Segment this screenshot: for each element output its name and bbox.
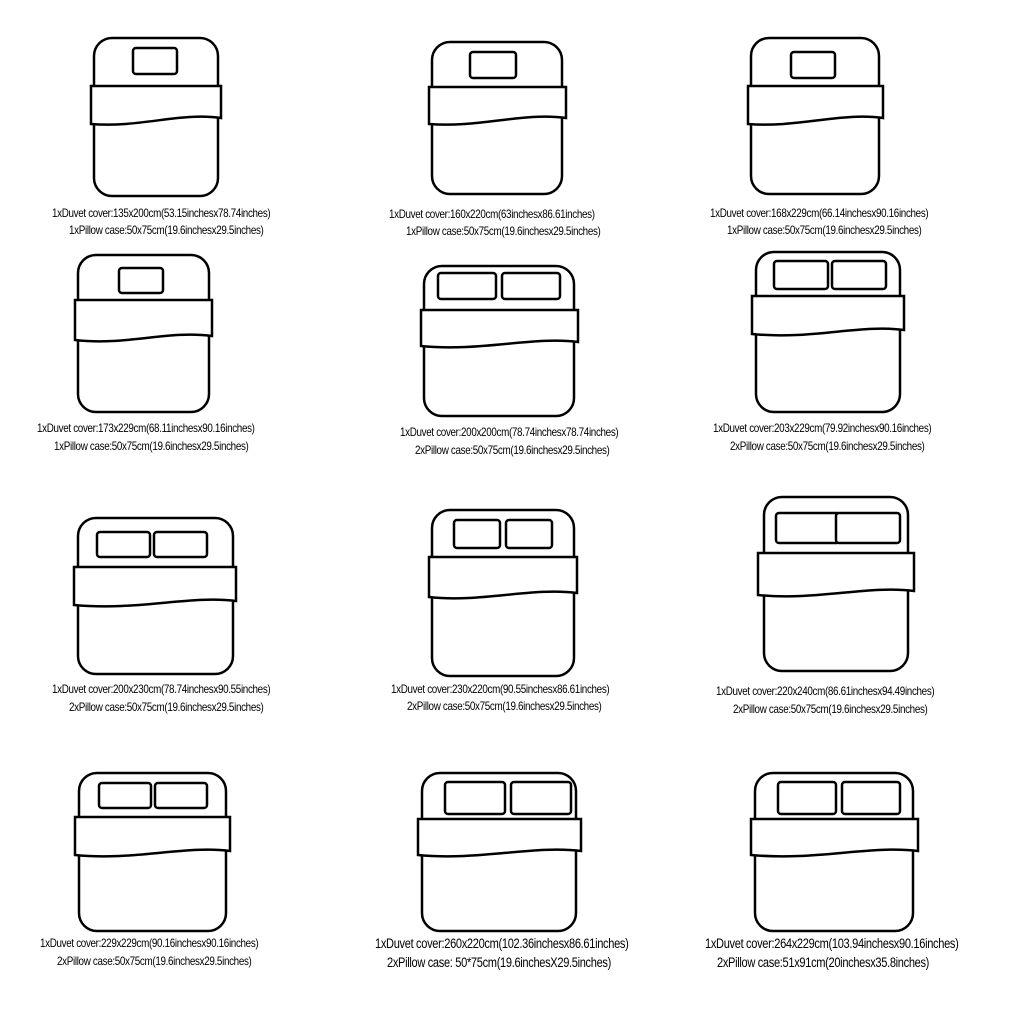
bed-icon — [0, 0, 341, 200]
duvet-size-label: 1xDuvet cover:260x220cm(102.36inchesx86.61inches) — [375, 936, 629, 951]
duvet-size-label: 1xDuvet cover:168x229cm(66.14inchesx90.16inches) — [710, 206, 929, 220]
pillow-icon — [99, 783, 151, 808]
pillow-icon — [836, 513, 900, 543]
pillow-size-label: 1xPillow case:50x75cm(19.6inchesx29.5inches) — [54, 439, 249, 453]
pillow-icon — [154, 532, 207, 557]
duvet-fold — [75, 817, 230, 856]
pillow-size-label: 2xPillow case:51x91cm(20inchesx35.8inches) — [717, 955, 930, 970]
duvet-fold — [751, 819, 918, 856]
pillow-icon — [445, 782, 505, 814]
duvet-fold — [75, 300, 212, 341]
bed-icon — [0, 765, 341, 935]
pillow-icon — [778, 782, 836, 814]
pillow-size-label: 2xPillow case:50x75cm(19.6inchesx29.5inches) — [57, 954, 252, 968]
bed-icon — [341, 505, 682, 680]
pillow-size-label: 2xPillow case: 50*75cm(19.6inchesX29.5inches) — [387, 955, 612, 970]
duvet-fold — [418, 819, 581, 856]
duvet-size-label: 1xDuvet cover:200x200cm(78.74inchesx78.74inches) — [400, 425, 619, 439]
pillow-size-label: 2xPillow case:50x75cm(19.6inchesx29.5inches) — [730, 439, 925, 453]
pillow-size-label: 2xPillow case:50x75cm(19.6inchesx29.5inches) — [69, 700, 264, 714]
size-item — [682, 0, 1023, 250]
bed-icon — [0, 505, 341, 680]
duvet-size-label: 1xDuvet cover:200x230cm(78.74inchesx90.55inches) — [52, 682, 271, 696]
bed-icon — [341, 765, 682, 935]
duvet-fold — [429, 557, 577, 598]
duvet-fold — [752, 296, 904, 335]
duvet-size-label: 1xDuvet cover:220x240cm(86.61inchesx94.49inches) — [716, 684, 935, 698]
size-item — [341, 250, 682, 500]
size-item — [682, 250, 1023, 500]
pillow-icon — [511, 782, 571, 814]
size-item — [682, 495, 1023, 745]
pillow-icon — [97, 532, 150, 557]
size-item — [0, 250, 341, 500]
size-item — [341, 505, 682, 755]
duvet-fold — [758, 553, 914, 596]
pillow-icon — [119, 268, 163, 293]
duvet-size-label: 1xDuvet cover:203x229cm(79.92inchesx90.16inches) — [713, 421, 932, 435]
duvet-size-label: 1xDuvet cover:229x229cm(90.16inchesx90.16inches) — [40, 936, 259, 950]
duvet-size-label: 1xDuvet cover:135x200cm(53.15inchesx78.74inches) — [52, 206, 271, 220]
pillow-size-label: 1xPillow case:50x75cm(19.6inchesx29.5inches) — [69, 223, 264, 237]
pillow-icon — [832, 261, 886, 289]
size-item — [0, 505, 341, 755]
pillow-size-label: 2xPillow case:50x75cm(19.6inchesx29.5inches) — [415, 443, 610, 457]
pillow-icon — [438, 273, 496, 299]
pillow-icon — [774, 261, 828, 289]
size-item — [0, 0, 341, 250]
duvet-size-label: 1xDuvet cover:173x229cm(68.11inchesx90.16inches) — [37, 421, 255, 435]
size-item — [0, 765, 341, 1015]
bed-icon — [341, 250, 682, 450]
bed-icon — [682, 0, 1023, 200]
size-item — [341, 765, 682, 1015]
size-item — [682, 765, 1023, 1015]
pillow-size-label: 2xPillow case:50x75cm(19.6inchesx29.5inches) — [733, 702, 928, 716]
pillow-icon — [155, 783, 207, 808]
bed-icon — [682, 765, 1023, 935]
pillow-icon — [506, 520, 552, 548]
duvet-size-label: 1xDuvet cover:230x220cm(90.55inchesx86.61inches) — [391, 682, 610, 696]
pillow-size-label: 1xPillow case:50x75cm(19.6inchesx29.5inches) — [406, 224, 601, 238]
duvet-fold — [421, 310, 578, 347]
pillow-icon — [133, 48, 177, 74]
duvet-fold — [74, 567, 236, 606]
pillow-icon — [502, 273, 560, 299]
pillow-icon — [791, 52, 835, 78]
pillow-icon — [470, 52, 516, 78]
pillow-size-label: 2xPillow case:50x75cm(19.6inchesx29.5inches) — [407, 699, 602, 713]
pillow-icon — [454, 520, 500, 548]
pillow-icon — [842, 782, 900, 814]
duvet-size-label: 1xDuvet cover:160x220cm(63inchesx86.61inches) — [389, 207, 595, 221]
size-item — [341, 0, 682, 250]
pillow-icon — [776, 513, 840, 543]
duvet-size-label: 1xDuvet cover:264x229cm(103.94inchesx90.16inches) — [705, 936, 959, 951]
bed-icon — [682, 495, 1023, 675]
pillow-size-label: 1xPillow case:50x75cm(19.6inchesx29.5inches) — [727, 223, 922, 237]
bed-icon — [341, 0, 682, 200]
